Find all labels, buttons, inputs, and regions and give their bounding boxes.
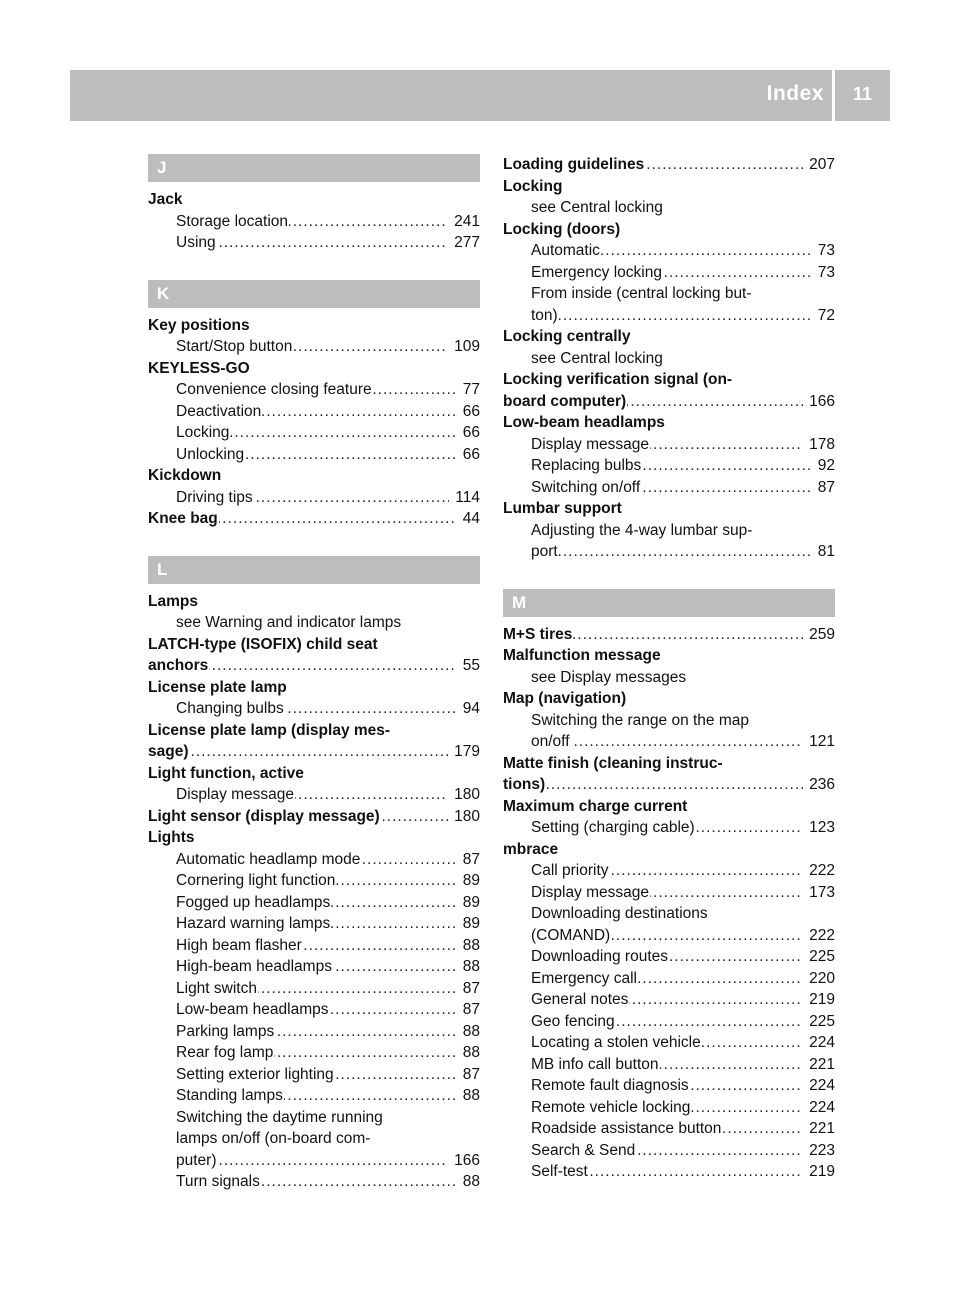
page-number: 11 bbox=[852, 84, 873, 104]
index-subentry[interactable] bbox=[148, 892, 480, 914]
entry-text: on/off bbox=[531, 733, 570, 750]
entry-text: Light function, active bbox=[148, 764, 304, 782]
entry-text: Hazard warning lamps bbox=[176, 915, 331, 932]
entry-text: lamps on/off (on-board com- bbox=[176, 1130, 371, 1147]
index-entry[interactable] bbox=[148, 655, 480, 677]
entry-text: License plate lamp bbox=[148, 678, 287, 696]
index-subentry[interactable] bbox=[503, 860, 835, 882]
index-subentry[interactable] bbox=[148, 999, 480, 1021]
entry-text: Automatic bbox=[531, 242, 600, 259]
entry-text: Remote vehicle locking bbox=[531, 1098, 691, 1116]
page-reference[interactable]: 114 bbox=[449, 487, 480, 509]
entry-text: Display message bbox=[176, 786, 295, 803]
page-reference[interactable]: 123 bbox=[803, 817, 835, 839]
index-subentry[interactable] bbox=[148, 444, 480, 466]
entry-text: Display message bbox=[531, 883, 650, 901]
entry-text: KEYLESS-GO bbox=[148, 359, 250, 377]
page-reference[interactable]: 241 bbox=[448, 211, 480, 233]
entry-text: puter) bbox=[176, 1151, 217, 1169]
entry-text: (COMAND) bbox=[531, 926, 611, 944]
entry-text: Storage location bbox=[176, 212, 289, 230]
page-reference[interactable]: 94 bbox=[457, 698, 480, 720]
index-subentry[interactable] bbox=[148, 422, 480, 444]
index-subentry bbox=[503, 667, 835, 689]
page-reference[interactable]: 66 bbox=[457, 401, 480, 423]
leader-dots bbox=[176, 1150, 480, 1172]
index-subentry[interactable] bbox=[148, 956, 480, 978]
index-entry bbox=[148, 763, 480, 785]
page-reference[interactable]: 224 bbox=[803, 1032, 835, 1054]
entry-text: Replacing bulbs bbox=[531, 457, 642, 474]
index-subentry[interactable] bbox=[148, 935, 480, 957]
page-reference[interactable]: 87 bbox=[457, 849, 480, 871]
entry-text: Lights bbox=[148, 829, 195, 846]
index-subentry[interactable] bbox=[503, 1075, 835, 1097]
index-subentry[interactable] bbox=[503, 882, 835, 904]
index-subentry bbox=[503, 348, 835, 370]
index-entry bbox=[148, 315, 480, 337]
page-reference[interactable]: 219 bbox=[803, 989, 835, 1011]
page-reference[interactable]: 72 bbox=[812, 305, 835, 327]
entry-text: Setting (charging cable) bbox=[531, 819, 695, 836]
index-subentry[interactable] bbox=[503, 541, 835, 563]
index-entry bbox=[503, 498, 835, 520]
index-subentry[interactable] bbox=[503, 1011, 835, 1033]
entry-text: Remote fault diagnosis bbox=[531, 1077, 689, 1094]
entry-text: Locking bbox=[503, 177, 563, 195]
entry-text: Fogged up headlamps bbox=[176, 893, 331, 911]
entry-text: Display message bbox=[531, 435, 650, 453]
entry-text: Adjusting the 4-way lumbar sup- bbox=[531, 521, 753, 539]
entry-text: Deactivation bbox=[176, 402, 262, 420]
index-subentry[interactable] bbox=[148, 1064, 480, 1086]
page-reference[interactable]: 121 bbox=[803, 731, 835, 753]
index-subentry bbox=[503, 520, 835, 542]
entry-text: Changing bulbs bbox=[176, 700, 284, 717]
section-header-k: K bbox=[148, 280, 480, 308]
entry-text: Light switch bbox=[176, 979, 257, 997]
entry-text: see Central locking bbox=[531, 349, 663, 367]
page-reference[interactable]: 55 bbox=[457, 655, 480, 677]
index-subentry[interactable] bbox=[148, 232, 480, 254]
entry-text: Locking centrally bbox=[503, 328, 631, 345]
index-entry bbox=[503, 645, 835, 667]
index-subentry[interactable] bbox=[148, 784, 480, 806]
page-reference[interactable]: 173 bbox=[803, 882, 835, 904]
index-subentry[interactable] bbox=[503, 1097, 835, 1119]
page-reference[interactable]: 180 bbox=[448, 806, 480, 828]
page-reference[interactable]: 236 bbox=[803, 774, 835, 796]
entry-text: Knee bag bbox=[148, 510, 218, 527]
page-reference[interactable]: 207 bbox=[803, 154, 835, 176]
entry-text: Matte finish (cleaning instruc- bbox=[503, 754, 723, 772]
index-entry bbox=[148, 677, 480, 699]
entry-text: Rear fog lamp bbox=[176, 1044, 274, 1061]
index-entry bbox=[503, 839, 835, 861]
entry-text: LATCH-type (ISOFIX) child seat bbox=[148, 635, 378, 653]
index-subentry bbox=[148, 1128, 480, 1150]
index-subentry[interactable] bbox=[503, 262, 835, 284]
entry-text: Roadside assistance button bbox=[531, 1120, 722, 1137]
entry-text: Map (navigation) bbox=[503, 690, 627, 707]
index-entry bbox=[148, 465, 480, 487]
index-entry bbox=[503, 369, 835, 391]
section-gap bbox=[503, 563, 835, 589]
index-subentry[interactable] bbox=[148, 1085, 480, 1107]
entry-text: Call priority bbox=[531, 862, 609, 879]
page-reference[interactable]: 88 bbox=[457, 956, 480, 978]
entry-text: Loading guidelines bbox=[503, 156, 645, 173]
page-reference[interactable]: 87 bbox=[457, 999, 480, 1021]
entry-text: Emergency call bbox=[531, 969, 637, 987]
index-subentry[interactable] bbox=[148, 1171, 480, 1193]
leader-dots bbox=[148, 741, 480, 763]
index-subentry[interactable] bbox=[148, 913, 480, 935]
entry-text: Switching on/off bbox=[531, 478, 641, 496]
index-entry[interactable] bbox=[148, 806, 480, 828]
page-reference[interactable]: 89 bbox=[457, 892, 480, 914]
page-reference[interactable]: 88 bbox=[457, 1042, 480, 1064]
entry-text: Emergency locking bbox=[531, 263, 662, 281]
entry-text: Automatic headlamp mode bbox=[176, 850, 361, 868]
page-reference[interactable]: 87 bbox=[812, 477, 835, 499]
index-subentry[interactable] bbox=[148, 1042, 480, 1064]
index-entry bbox=[148, 591, 480, 613]
entry-text: Downloading routes bbox=[531, 948, 669, 965]
page-reference[interactable]: 66 bbox=[457, 422, 480, 444]
entry-text: Convenience closing feature bbox=[176, 381, 372, 398]
page-reference[interactable]: 88 bbox=[457, 1085, 480, 1107]
page-title: Index bbox=[766, 82, 824, 105]
index-column-right bbox=[503, 154, 835, 1183]
page-reference[interactable]: 89 bbox=[457, 870, 480, 892]
index-subentry[interactable] bbox=[503, 968, 835, 990]
page-reference[interactable]: 277 bbox=[448, 232, 480, 254]
index-subentry bbox=[503, 710, 835, 732]
section-gap bbox=[148, 530, 480, 556]
entry-text: Low-beam headlamps bbox=[503, 414, 665, 431]
index-subentry[interactable] bbox=[503, 925, 835, 947]
leader-dots bbox=[503, 774, 835, 796]
entry-text: MB info call button bbox=[531, 1055, 659, 1073]
page-reference[interactable]: 88 bbox=[457, 1171, 480, 1193]
index-entry[interactable] bbox=[503, 774, 835, 796]
page-reference[interactable]: 259 bbox=[803, 624, 835, 646]
index-subentry bbox=[503, 283, 835, 305]
section-header-j: J bbox=[148, 154, 480, 182]
page-reference[interactable]: 221 bbox=[803, 1118, 835, 1140]
page-reference[interactable]: 88 bbox=[457, 935, 480, 957]
index-entry[interactable] bbox=[503, 154, 835, 176]
index-subentry[interactable] bbox=[503, 817, 835, 839]
page-reference[interactable]: 89 bbox=[457, 913, 480, 935]
page-reference[interactable]: 179 bbox=[448, 741, 480, 763]
page-reference[interactable]: 88 bbox=[457, 1021, 480, 1043]
entry-text: Cornering light function bbox=[176, 872, 336, 889]
page-reference[interactable]: 225 bbox=[803, 1011, 835, 1033]
index-entry[interactable] bbox=[503, 624, 835, 646]
index-subentry[interactable] bbox=[503, 455, 835, 477]
entry-text: Malfunction message bbox=[503, 647, 661, 664]
page-reference[interactable]: 220 bbox=[803, 968, 835, 990]
entry-text: Geo fencing bbox=[531, 1012, 615, 1030]
entry-text: Driving tips bbox=[176, 488, 253, 506]
index-entry bbox=[148, 827, 480, 849]
entry-text: Search & Send bbox=[531, 1141, 636, 1159]
leader-dots bbox=[176, 232, 480, 254]
section-header-l: L bbox=[148, 556, 480, 584]
entry-text: Parking lamps bbox=[176, 1022, 275, 1040]
index-subentry[interactable] bbox=[503, 434, 835, 456]
entry-text: sage) bbox=[148, 743, 189, 760]
page-reference[interactable]: 224 bbox=[803, 1097, 835, 1119]
entry-text: Unlocking bbox=[176, 445, 245, 463]
entry-text: see Display messages bbox=[531, 668, 687, 686]
entry-text: Locking bbox=[176, 424, 230, 441]
index-entry bbox=[148, 634, 480, 656]
index-entry[interactable] bbox=[148, 508, 480, 530]
entry-text: Low-beam headlamps bbox=[176, 1001, 329, 1018]
page-reference[interactable]: 92 bbox=[812, 455, 835, 477]
page-reference[interactable]: 87 bbox=[457, 1064, 480, 1086]
entry-text: Turn signals bbox=[176, 1173, 260, 1190]
index-subentry[interactable] bbox=[503, 477, 835, 499]
entry-text: Locking verification signal (on- bbox=[503, 371, 733, 388]
page-reference[interactable]: 221 bbox=[803, 1054, 835, 1076]
entry-text: Switching the daytime running bbox=[176, 1108, 383, 1126]
entry-text: Locating a stolen vehicle bbox=[531, 1034, 701, 1051]
entry-text: From inside (central locking but- bbox=[531, 285, 752, 302]
entry-text: ton) bbox=[531, 306, 558, 324]
leader-dots bbox=[531, 541, 835, 563]
page-reference[interactable]: 77 bbox=[457, 379, 480, 401]
page-reference[interactable]: 180 bbox=[448, 784, 480, 806]
page-reference[interactable]: 81 bbox=[812, 541, 835, 563]
index-entry bbox=[503, 412, 835, 434]
entry-text: Lamps bbox=[148, 592, 198, 610]
entry-text: see Central locking bbox=[531, 199, 663, 216]
entry-text: M+S tires bbox=[503, 625, 573, 643]
entry-text: High-beam headlamps bbox=[176, 958, 332, 975]
index-column-left bbox=[148, 154, 480, 1193]
entry-text: Jack bbox=[148, 191, 183, 208]
page-reference[interactable]: 73 bbox=[812, 262, 835, 284]
entry-text: Key positions bbox=[148, 316, 250, 334]
section-gap bbox=[148, 254, 480, 280]
entry-text: License plate lamp (display mes- bbox=[148, 721, 391, 739]
index-subentry[interactable] bbox=[148, 978, 480, 1000]
page-reference[interactable]: 224 bbox=[803, 1075, 835, 1097]
index-entry bbox=[503, 796, 835, 818]
entry-text: General notes bbox=[531, 991, 629, 1008]
page-reference[interactable]: 66 bbox=[457, 444, 480, 466]
index-subentry[interactable] bbox=[503, 731, 835, 753]
index-subentry bbox=[503, 197, 835, 219]
entry-text: Kickdown bbox=[148, 467, 222, 484]
index-entry bbox=[503, 326, 835, 348]
entry-text: Self-test bbox=[531, 1163, 588, 1180]
page-reference[interactable]: 166 bbox=[803, 391, 835, 413]
index-subentry[interactable] bbox=[503, 305, 835, 327]
entry-text: Light sensor (display message) bbox=[148, 807, 380, 825]
page-reference[interactable]: 166 bbox=[448, 1150, 480, 1172]
index-subentry[interactable] bbox=[503, 240, 835, 262]
entry-text: Downloading destinations bbox=[531, 905, 708, 922]
index-subentry bbox=[148, 1107, 480, 1129]
index-entry bbox=[503, 219, 835, 241]
leader-dots bbox=[531, 731, 835, 753]
entry-text: Maximum charge current bbox=[503, 797, 688, 815]
index-subentry[interactable] bbox=[503, 989, 835, 1011]
index-subentry[interactable] bbox=[148, 336, 480, 358]
entry-text: port bbox=[531, 543, 558, 560]
page-reference[interactable]: 222 bbox=[803, 925, 835, 947]
entry-text: anchors bbox=[148, 657, 209, 674]
index-subentry[interactable] bbox=[148, 401, 480, 423]
index-entry bbox=[503, 688, 835, 710]
entry-text: Locking (doors) bbox=[503, 220, 621, 238]
index-subentry bbox=[503, 903, 835, 925]
index-subentry[interactable] bbox=[503, 1032, 835, 1054]
entry-text: Using bbox=[176, 234, 216, 251]
page-reference[interactable]: 44 bbox=[457, 508, 480, 530]
index-entry bbox=[148, 189, 480, 211]
index-subentry[interactable] bbox=[148, 211, 480, 233]
leader-dots bbox=[531, 305, 835, 327]
page-reference[interactable]: 178 bbox=[803, 434, 835, 456]
page-reference[interactable]: 87 bbox=[457, 978, 480, 1000]
index-subentry[interactable] bbox=[503, 1140, 835, 1162]
index-entry bbox=[503, 176, 835, 198]
index-entry bbox=[503, 753, 835, 775]
page-reference[interactable]: 109 bbox=[448, 336, 480, 358]
index-subentry[interactable] bbox=[148, 698, 480, 720]
index-subentry[interactable] bbox=[148, 1021, 480, 1043]
entry-text: mbrace bbox=[503, 840, 559, 858]
entry-text: Switching the range on the map bbox=[531, 711, 749, 729]
entry-text: see Warning and indicator lamps bbox=[176, 614, 402, 631]
index-subentry[interactable] bbox=[148, 870, 480, 892]
page-reference[interactable]: 222 bbox=[803, 860, 835, 882]
page-reference[interactable]: 223 bbox=[803, 1140, 835, 1162]
page-reference[interactable]: 219 bbox=[803, 1161, 835, 1183]
index-entry[interactable] bbox=[503, 391, 835, 413]
index-subentry[interactable] bbox=[503, 1118, 835, 1140]
index-subentry[interactable] bbox=[148, 1150, 480, 1172]
entry-text: Start/Stop button bbox=[176, 338, 293, 355]
index-entry[interactable] bbox=[148, 741, 480, 763]
page-reference[interactable]: 225 bbox=[803, 946, 835, 968]
page-reference[interactable]: 73 bbox=[812, 240, 835, 262]
index-entry bbox=[148, 720, 480, 742]
index-subentry[interactable] bbox=[148, 849, 480, 871]
entry-text: board computer) bbox=[503, 392, 627, 410]
entry-text: tions) bbox=[503, 776, 546, 793]
index-subentry[interactable] bbox=[503, 946, 835, 968]
index-subentry[interactable] bbox=[148, 487, 480, 509]
index-subentry bbox=[148, 612, 480, 634]
entry-text: High beam flasher bbox=[176, 936, 302, 954]
section-header-m: M bbox=[503, 589, 835, 617]
entry-text: Lumbar support bbox=[503, 500, 622, 517]
entry-text: Setting exterior lighting bbox=[176, 1065, 334, 1083]
index-subentry[interactable] bbox=[148, 379, 480, 401]
entry-text: Standing lamps bbox=[176, 1087, 283, 1104]
index-subentry[interactable] bbox=[503, 1054, 835, 1076]
index-subentry[interactable] bbox=[503, 1161, 835, 1183]
index-entry bbox=[148, 358, 480, 380]
